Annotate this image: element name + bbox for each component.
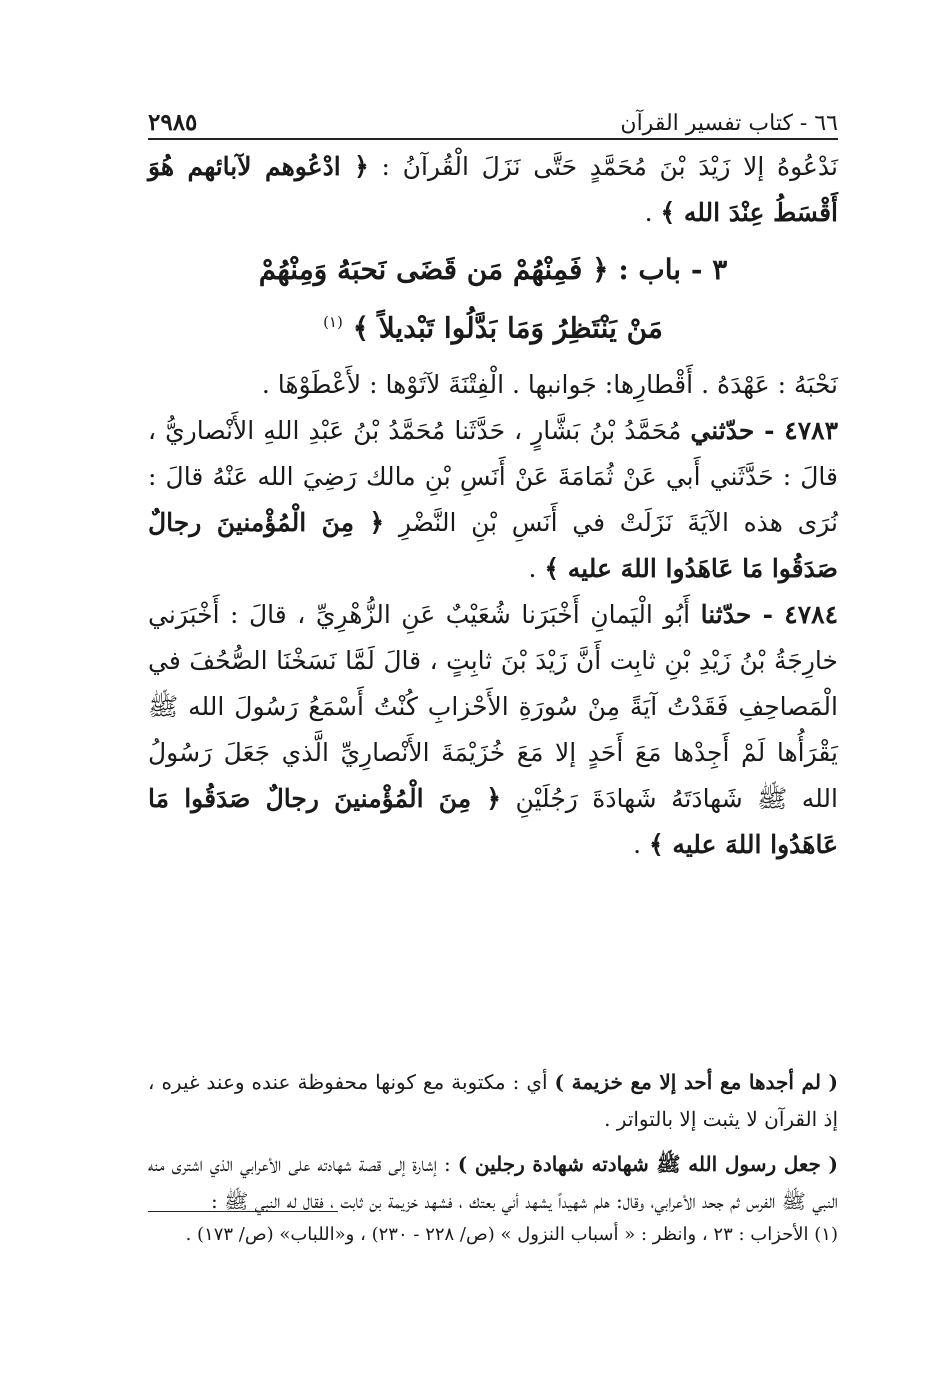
heading-line-2: مَنْ يَنْتَظِرُ وَمَا بَدَّلُوا تَبْديلاً ﴾ (352, 311, 663, 345)
hadith-4784-end: . (633, 830, 649, 860)
footnote-rule (148, 1211, 338, 1212)
hadith-4784-text: أَبُو الْيَمانِ أَخْبَرَنا شُعَيْبٌ عَنِ الزُّهْرِيِّ ، قالَ : أَخْبَرَني خارِجَةُ بْنُ زَيْدِ بْنِ ثابِت أَنَّ زَيْدَ بْنَ ثابِتٍ ، قالَ لَمَّا نَسَخْنَا الصُّحُفَ في الْمَصاحِفِ فَقَدْتُ آيَةً مِنْ سُورَةِ الأَحْزابِ كُنْتُ أَسْمَعُ رَسُولَ الله ﷺ يَقْرَأُها لَمْ أَجِدْها مَعَ أَحَدٍ إلا مَعَ خُزَيْمَةَ الأَنْصارِيِّ الَّذي جَعَلَ رَسُولُ الله ﷺ شَهادَتَهُ شَهادَةَ رَجُلَيْنِ (148, 600, 838, 814)
chapter-heading (148, 244, 838, 354)
commentary-2-lemma: ( جعل رسول الله ﷺ شهادته شهادة رجلين ) (457, 1152, 839, 1176)
hadith-4783-end: . (528, 554, 545, 584)
hadith-4783-number: ٤٧٨٣ - حدّثني (690, 416, 839, 446)
hadith-4784-number: ٤٧٨٤ - حدّثنا (700, 600, 838, 630)
footnote-marker: (١) (323, 313, 343, 331)
running-head (148, 90, 838, 136)
intro-text: نَدْعُوهُ إلا زَيْدَ بْنَ مُحَمَّدٍ حَتَّى نَزَلَ الْقُرآنُ : (368, 152, 838, 181)
hadith-4783-text: مُحَمَّدُ بْنُ بَشَّارٍ ، حَدَّثَنا مُحَمَّدُ بْنُ عَبْدِ اللهِ الأَنْصاريُّ ، قالَ : حَدَّثَني أَبي عَنْ ثُمَامَةَ عَنْ أَنَسِ بْنِ مالك رَضِيَ الله عَنْهُ قالَ : نُرَى هذه الآيَةَ نَزَلَتْ في أَنَسِ بْنِ النَّضْرِ (148, 416, 838, 538)
page-number: ٢٩٨٥ (148, 109, 198, 136)
intro-end: . (644, 198, 661, 227)
hadith-4783 (148, 408, 838, 592)
commentary (148, 1064, 838, 1228)
commentary-1-lemma: ( لم أجدها مع أحد إلا مع خزيمة ) (554, 1070, 838, 1094)
main-text (148, 144, 838, 868)
footnote: (١) الأحزاب : ٢٣ ، وانظر : « أسباب النزول » (ص/ ٢٢٨ - ٢٣٠) ، و«اللباب» (ص/ ١٧٣) . (185, 1224, 838, 1245)
commentary-2-text: : إشارة إلى قصة شهادته على الأعرابي الذي اشترى منه النبي ﷺ الفرس ثم جحد الأعرابي، وقال: هلم شهيداً يشهد أني بعتك ، فشهد خزيمة بن ثابت ، فقال له النبي ﷺ : (148, 1152, 838, 1213)
intro-verse: ﴿ ادْعُوهم لآبائهم هُوَ أَقْسَطُ عِنْدَ الله ﴾ (148, 152, 838, 227)
hadith-4784-verse: ﴿ مِنَ الْمُؤْمنينَ رجالٌ صَدَقُوا مَا عَاهَدُوا اللهَ عليه ﴾ (148, 784, 838, 860)
chapter-title: ٦٦ - كتاب تفسير القرآن (620, 111, 838, 136)
heading-line-1: ٣ - باب : ﴿ فَمِنْهُمْ مَن قَضَى نَحبَهُ وَمِنْهُمْ (258, 253, 728, 286)
intro-paragraph (148, 144, 838, 236)
commentary-1 (148, 1064, 838, 1138)
hadith-4784 (148, 592, 838, 868)
header-rule (148, 138, 838, 140)
glossary-line: نَحْبَهُ : عَهْدَهُ . أَقْطارِها: جَوانبها . الْفِتْنَةَ لآتَوْها : لأَعْطَوْهَا . (261, 370, 838, 400)
commentary-1-text: أي : مكتوبة مع كونها محفوظة عنده وعند غيره ، إذ القرآن لا يثبت إلا بالتواتر . (148, 1070, 838, 1131)
book-page (148, 90, 838, 1290)
commentary-2 (148, 1146, 838, 1220)
hadith-4783-verse: ﴿ مِنَ الْمُؤْمنينَ رجالٌ صَدَقُوا مَا عَاهَدُوا اللهَ عليه ﴾ (148, 508, 838, 584)
